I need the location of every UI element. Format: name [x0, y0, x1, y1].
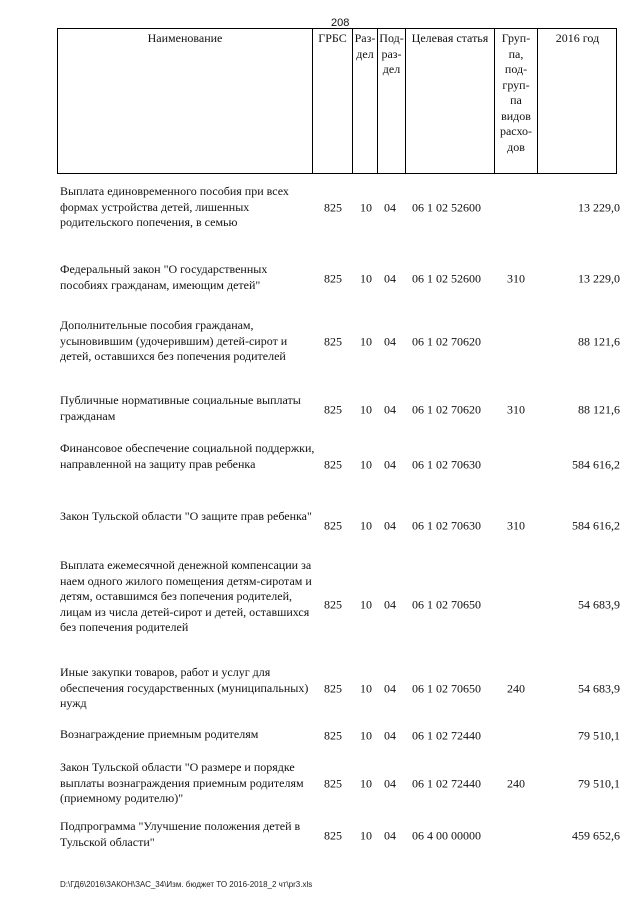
row-amount: 79 510,1 — [578, 727, 620, 742]
row-name: Иные закупки товаров, работ и услуг для обеспечения государственных (муниципальных) нужд — [60, 665, 309, 710]
row-razdel: 10 — [360, 200, 372, 215]
row-amount: 584 616,2 — [572, 517, 620, 532]
table-row — [60, 760, 620, 808]
row-target-article: 06 1 02 70630 — [412, 517, 481, 532]
row-podrazdel: 04 — [384, 401, 396, 416]
row-name: Выплата единовременного пособия при всех формах устройства детей, лишенных родительского попечения, в семью — [60, 184, 289, 229]
row-podrazdel: 04 — [384, 776, 396, 791]
row-razdel: 10 — [360, 597, 372, 612]
row-target-article: 06 4 00 00000 — [412, 827, 481, 842]
table-row — [60, 509, 620, 542]
row-name: Подпрограмма "Улучшение положения детей в Тульской области" — [60, 819, 301, 849]
row-name: Финансовое обеспечение социальной поддержки, направленной на защиту прав ребенка — [60, 441, 315, 471]
file-path-footer: D:\ГД6\2016\ЗАКОН\ЗАС_34\Изм. бюджет ТО 2016-2018_2 чт\pr3.xls — [60, 880, 313, 889]
row-amount: 459 652,6 — [572, 827, 620, 842]
row-razdel: 10 — [360, 776, 372, 791]
row-name: Вознаграждение приемным родителям — [60, 727, 259, 741]
header-name: Наименование — [147, 31, 223, 45]
table-row — [60, 665, 620, 713]
row-razdel: 10 — [360, 827, 372, 842]
table-row — [60, 727, 620, 744]
row-target-article: 06 1 02 70650 — [412, 681, 481, 696]
row-grbs: 825 — [324, 200, 342, 215]
row-name: Публичные нормативные социальные выплаты гражданам — [60, 393, 301, 423]
row-expense-group: 240 — [507, 681, 525, 696]
row-name: Дополнительные пособия гражданам, усыновившим (удочерившим) детей-сирот и детей, оставшихся без попечения родителей — [60, 318, 288, 363]
row-name: Выплата ежемесячной денежной компенсации за наем одного жилого помещения детям-сиротам и детям, оставшимся без попечения родителей, лицам из числа детей-сирот и детей, оставшихся без попечения родителей — [60, 558, 312, 634]
row-razdel: 10 — [360, 457, 372, 472]
row-grbs: 825 — [324, 776, 342, 791]
page-number: 208 — [331, 17, 350, 29]
header-expense-group: Груп- па, под- груп- па видов расхо- дов — [494, 29, 537, 173]
row-grbs: 825 — [324, 401, 342, 416]
row-expense-group: 310 — [507, 517, 525, 532]
row-podrazdel: 04 — [384, 681, 396, 696]
row-expense-group: 240 — [507, 776, 525, 791]
table-header — [57, 28, 617, 174]
row-amount: 13 229,0 — [578, 270, 620, 285]
row-razdel: 10 — [360, 334, 372, 349]
row-target-article: 06 1 02 70650 — [412, 597, 481, 612]
row-target-article: 06 1 02 70620 — [412, 401, 481, 416]
row-grbs: 825 — [324, 457, 342, 472]
header-target-article: Целевая статья — [405, 29, 494, 173]
row-grbs: 825 — [324, 517, 342, 532]
row-razdel: 10 — [360, 517, 372, 532]
row-amount: 79 510,1 — [578, 776, 620, 791]
table-row — [60, 393, 620, 426]
row-amount: 13 229,0 — [578, 200, 620, 215]
row-podrazdel: 04 — [384, 457, 396, 472]
row-grbs: 825 — [324, 727, 342, 742]
row-podrazdel: 04 — [384, 827, 396, 842]
row-razdel: 10 — [360, 727, 372, 742]
row-amount: 584 616,2 — [572, 457, 620, 472]
row-expense-group: 310 — [507, 270, 525, 285]
table-row — [60, 441, 620, 489]
row-name: Закон Тульской области "О защите прав ребенка" — [60, 509, 312, 523]
row-name: Федеральный закон "О государственных пособиях гражданам, имеющим детей" — [60, 262, 268, 292]
row-target-article: 06 1 02 72440 — [412, 776, 481, 791]
row-amount: 54 683,9 — [578, 597, 620, 612]
row-grbs: 825 — [324, 827, 342, 842]
row-target-article: 06 1 02 52600 — [412, 270, 481, 285]
row-razdel: 10 — [360, 270, 372, 285]
row-grbs: 825 — [324, 597, 342, 612]
row-podrazdel: 04 — [384, 517, 396, 532]
row-target-article: 06 1 02 52600 — [412, 200, 481, 215]
row-amount: 88 121,6 — [578, 334, 620, 349]
table-row — [60, 558, 620, 652]
row-podrazdel: 04 — [384, 270, 396, 285]
header-year-2016: 2016 год — [537, 29, 617, 173]
header-razdel: Раз- дел — [352, 29, 377, 173]
row-target-article: 06 1 02 70620 — [412, 334, 481, 349]
row-expense-group: 310 — [507, 401, 525, 416]
row-name: Закон Тульской области "О размере и порядке выплаты вознаграждения приемным родителям (приемному родителю)" — [60, 760, 304, 805]
row-podrazdel: 04 — [384, 334, 396, 349]
row-podrazdel: 04 — [384, 200, 396, 215]
row-razdel: 10 — [360, 401, 372, 416]
row-podrazdel: 04 — [384, 597, 396, 612]
row-amount: 88 121,6 — [578, 401, 620, 416]
table-row — [60, 819, 620, 852]
row-target-article: 06 1 02 70630 — [412, 457, 481, 472]
table-row — [60, 318, 620, 366]
row-grbs: 825 — [324, 270, 342, 285]
row-amount: 54 683,9 — [578, 681, 620, 696]
row-razdel: 10 — [360, 681, 372, 696]
row-podrazdel: 04 — [384, 727, 396, 742]
header-grbs: ГРБС — [312, 29, 352, 173]
row-grbs: 825 — [324, 681, 342, 696]
table-row — [60, 262, 620, 295]
table-row — [60, 184, 620, 232]
header-podrazdel: Под- раз- дел — [377, 29, 405, 173]
row-target-article: 06 1 02 72440 — [412, 727, 481, 742]
row-grbs: 825 — [324, 334, 342, 349]
